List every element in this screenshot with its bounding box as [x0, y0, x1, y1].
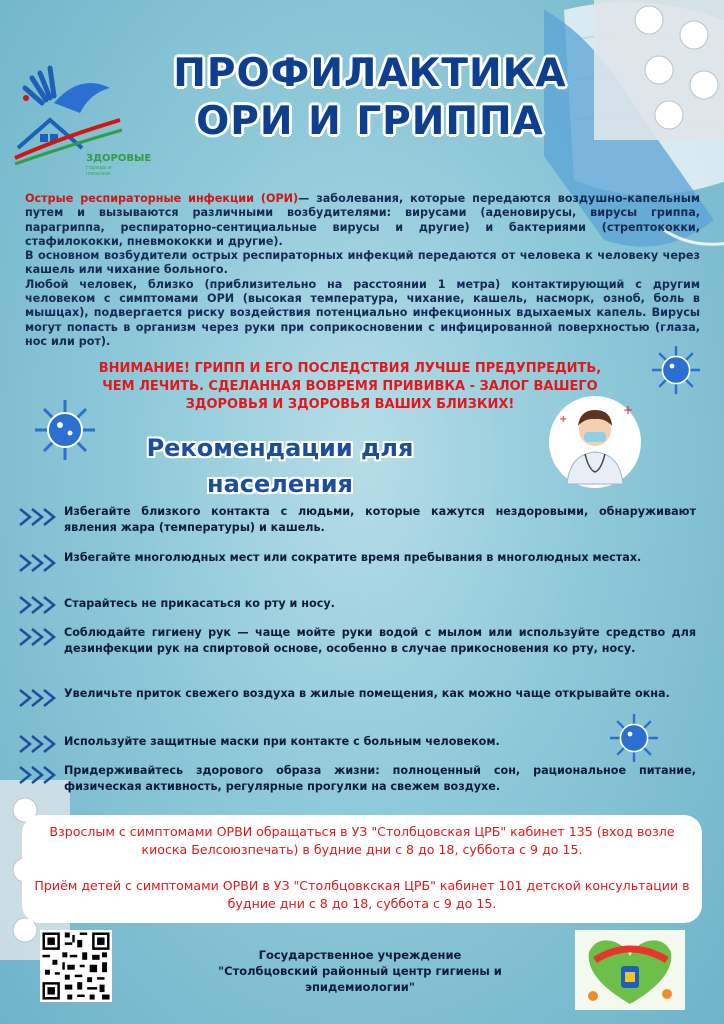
chevron-right-icon — [18, 507, 58, 527]
stolbtsy-healthy-city-logo — [575, 930, 685, 1010]
recommendation-item: Соблюдайте гигиену рук — чаще мойте руки водой с мылом или используйте средство для дезинфекции рук на спиртовой основе, особенно в случае прикосновения ко рту, носу. — [64, 626, 696, 655]
virus-icon — [648, 342, 704, 398]
recommendation-item: Увеличьте приток свежего воздуха в жилые помещения, как можно чаще открывайте окна. — [64, 687, 670, 700]
logo-subtitle: города и поселки — [86, 165, 112, 177]
doctor-illustration — [545, 392, 645, 492]
contact-children: Приём детей с симптомами ОРВИ в УЗ "Столбцовкская ЦРБ" кабинет 101 детской консультации в будние дни с 8 до 18, суббота с 9 до 15. — [34, 878, 690, 911]
recommendation-item: Используйте защитные маски при контакте с больным человеком. — [64, 735, 500, 748]
chevron-right-icon — [18, 688, 58, 708]
recommendations-title — [130, 430, 430, 502]
svg-text:+: + — [559, 414, 568, 425]
footer-line3: эпидемиологии" — [305, 980, 415, 994]
recommendation-item: Старайтесь не прикасаться ко рту и носу. — [64, 597, 335, 610]
qr-code — [40, 930, 112, 1002]
recommendation-item: Избегайте многолюдных мест или сократите время пребывания в многолюдных местах. — [64, 551, 642, 564]
warning-line1: ВНИМАНИЕ! ГРИПП И ЕГО ПОСЛЕДСТВИЯ ЛУЧШЕ ПРЕДУПРЕДИТЬ, — [98, 361, 602, 376]
footer-line2: "Столбцовский районный центр гигиены и — [218, 964, 502, 978]
chevron-right-icon — [18, 627, 58, 647]
warning-line3: ЗДОРОВЬЯ И ЗДОРОВЬЯ ВАШИХ БЛИЗКИХ! — [185, 397, 515, 412]
warning-line2: ЧЕМ ЛЕЧИТЬ. СДЕЛАННАЯ ВОВРЕМЯ ПРИВИВКА - ЗАЛОГ ВАШЕГО — [102, 379, 598, 394]
footer-organization — [150, 947, 570, 995]
chevron-right-icon — [18, 553, 58, 573]
chevron-right-icon — [18, 765, 58, 785]
chevron-right-icon — [18, 595, 58, 615]
page-title-line2: ОРИ И ГРИППА — [196, 99, 544, 144]
contact-adults: Взрослым с симптомами ОРВИ обращаться в УЗ "Столбцовская ЦРБ" кабинет 135 (вход возле киоска Белсоюзпечать) в будние дни с 8 до 18, суббота с 9 до 15. — [49, 824, 675, 857]
intro-p3: Любой человек, близко (приблизительно на расстоянии 1 метра) контактирующий с другим человеком с симптомами ОРИ (высокая температура, чихание, кашель, насморк, озноб, боль в мышцах), подвергается риску воздействия потенциально инфекционных вдыхаемых капель. Вирусы могут попасть в организм через руки при соприкосновении с инфицированной поверхностью (глаза, нос или рот). — [25, 277, 700, 348]
intro-text — [25, 192, 700, 349]
page-title-line1: ПРОФИЛАКТИКА — [173, 51, 567, 96]
recommendation-item: Придерживайтесь здорового образа жизни: полноценный сон, рациональное питание, физическая активность, регулярные прогулки на свежем воздухе. — [64, 764, 696, 793]
recommendations-title-line2: населения — [207, 470, 353, 498]
logo-name: ЗДОРОВЫЕ — [86, 153, 152, 164]
svg-text:+: + — [623, 403, 634, 417]
intro-term: Острые респираторные инфекции (ОРИ) — [25, 192, 299, 205]
intro-p1: — заболевания, которые передаются воздушно-капельным путем и вызываются различными возбудителями: вирусами (аденовирусы, вирусы гриппа, парагриппа, респираторно-сентициальные вирусы и другие) и бактериями (стрептококки, стафилококки, пневмококки и другие). — [25, 192, 700, 248]
contact-info-box — [22, 815, 702, 923]
chevron-right-icon — [18, 734, 58, 754]
intro-p2: В основном возбудители острых респираторных инфекций передаются от человека к человеку через кашель или чихание больного. — [25, 249, 700, 277]
recommendations-title-line1: Рекомендации для — [146, 434, 414, 462]
recommendation-item: Избегайте близкого контакта с людьми, которые кажутся нездоровыми, обнаруживают явления жара (температуры) и кашель. — [64, 505, 696, 534]
footer-line1: Государственное учреждение — [258, 948, 462, 962]
